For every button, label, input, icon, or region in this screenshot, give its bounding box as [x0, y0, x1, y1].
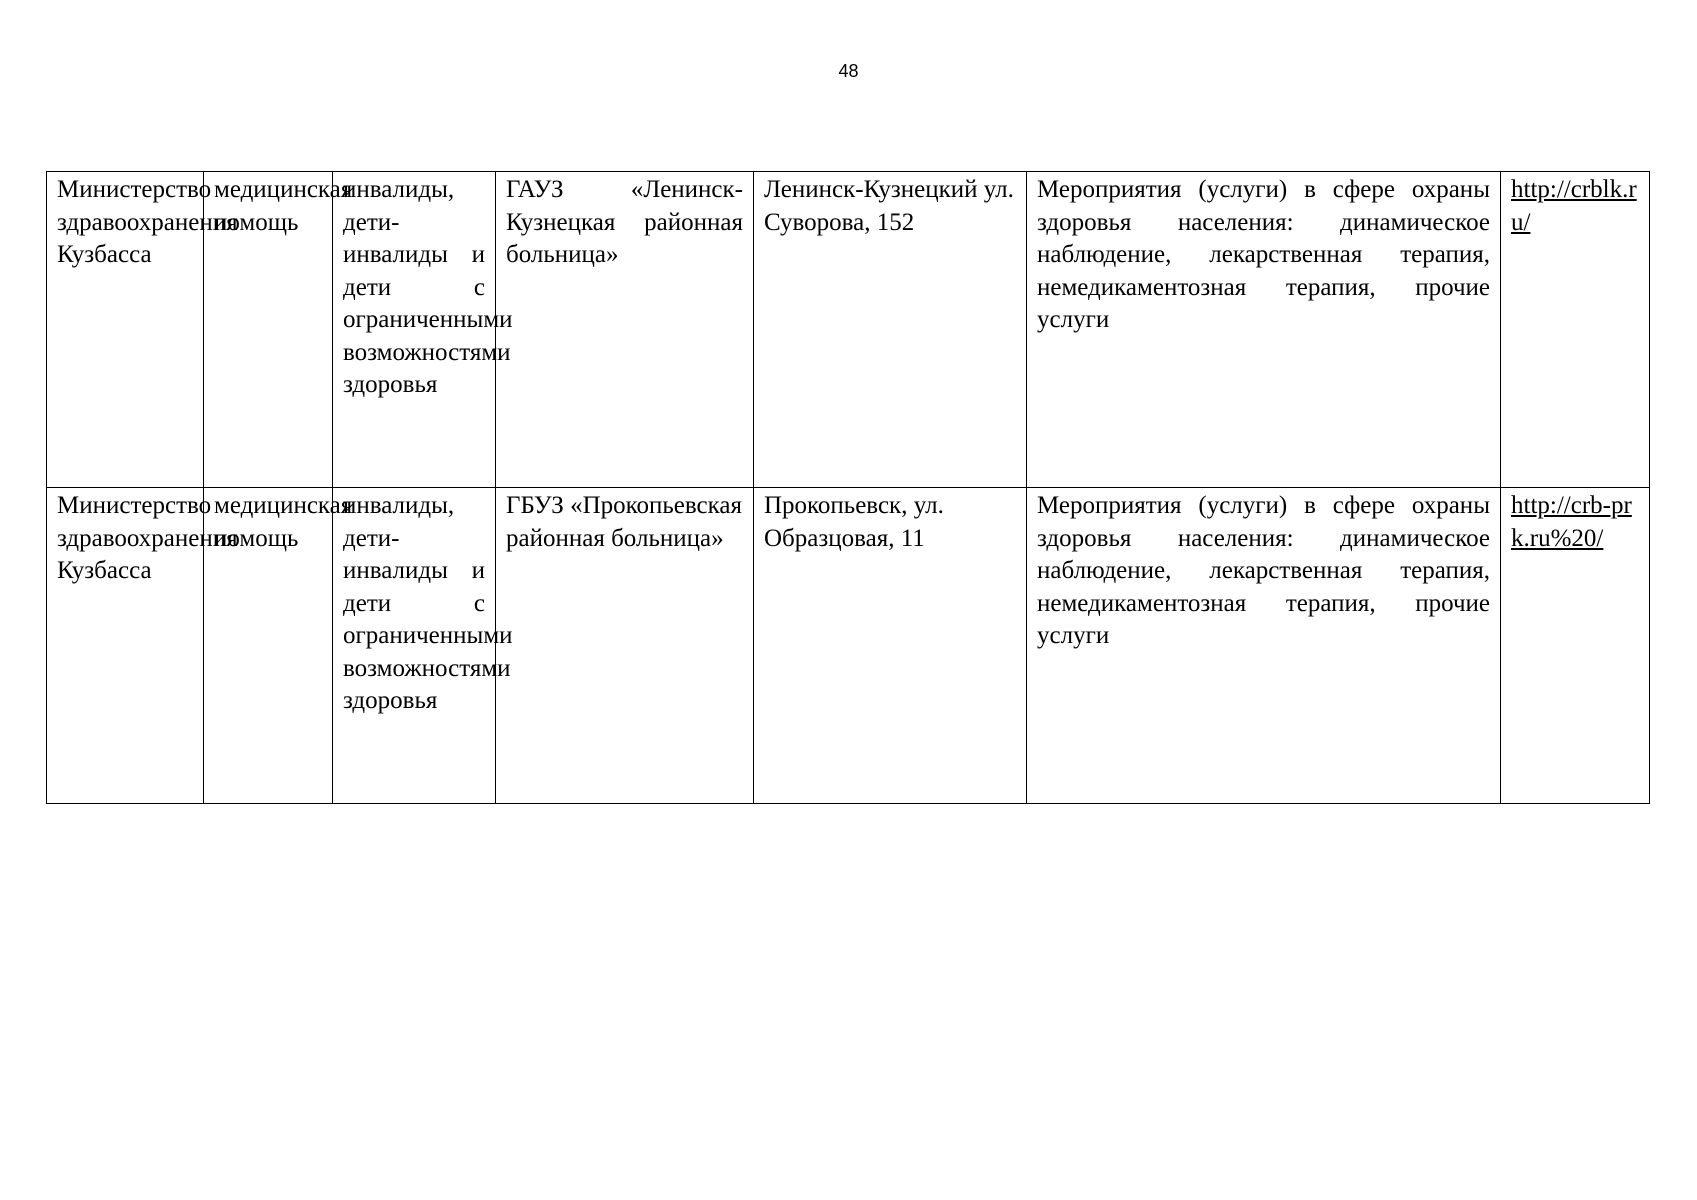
- category-cell: инвалиды, дети-инвалиды и дети с ограниченными возможностями здоровья: [333, 172, 496, 488]
- website-link[interactable]: http://crblk.ru/: [1511, 176, 1637, 236]
- table-row: [47, 172, 1650, 488]
- services-cell: Мероприятия (услуги) в сфере охраны здоровья населения: динамическое наблюдение, лекарственная терапия, немедикаментозная терапия, прочие услуги: [1027, 488, 1501, 804]
- address-cell: Прокопьевск, ул. Образцовая, 11: [754, 488, 1027, 804]
- organization-cell: ГАУЗ «Ленинск-Кузнецкая районная больница»: [496, 172, 754, 488]
- services-table: [46, 171, 1650, 804]
- service-type-cell: медицинская помощь: [204, 488, 333, 804]
- table-row: [47, 488, 1650, 804]
- website-link[interactable]: http://crb-prk.ru%20/: [1511, 492, 1632, 552]
- service-type-cell: медицинская помощь: [204, 172, 333, 488]
- organization-cell: ГБУЗ «Прокопьевская районная больница»: [496, 488, 754, 804]
- website-cell: [1501, 488, 1650, 804]
- services-cell: Мероприятия (услуги) в сфере охраны здоровья населения: динамическое наблюдение, лекарственная терапия, немедикаментозная терапия, прочие услуги: [1027, 172, 1501, 488]
- category-cell: инвалиды, дети-инвалиды и дети с ограниченными возможностями здоровья: [333, 488, 496, 804]
- website-cell: [1501, 172, 1650, 488]
- ministry-cell: Министерство здравоохранения Кузбасса: [47, 172, 204, 488]
- ministry-cell: Министерство здравоохранения Кузбасса: [47, 488, 204, 804]
- page-number: 48: [838, 61, 859, 81]
- address-cell: Ленинск-Кузнецкий ул. Суворова, 152: [754, 172, 1027, 488]
